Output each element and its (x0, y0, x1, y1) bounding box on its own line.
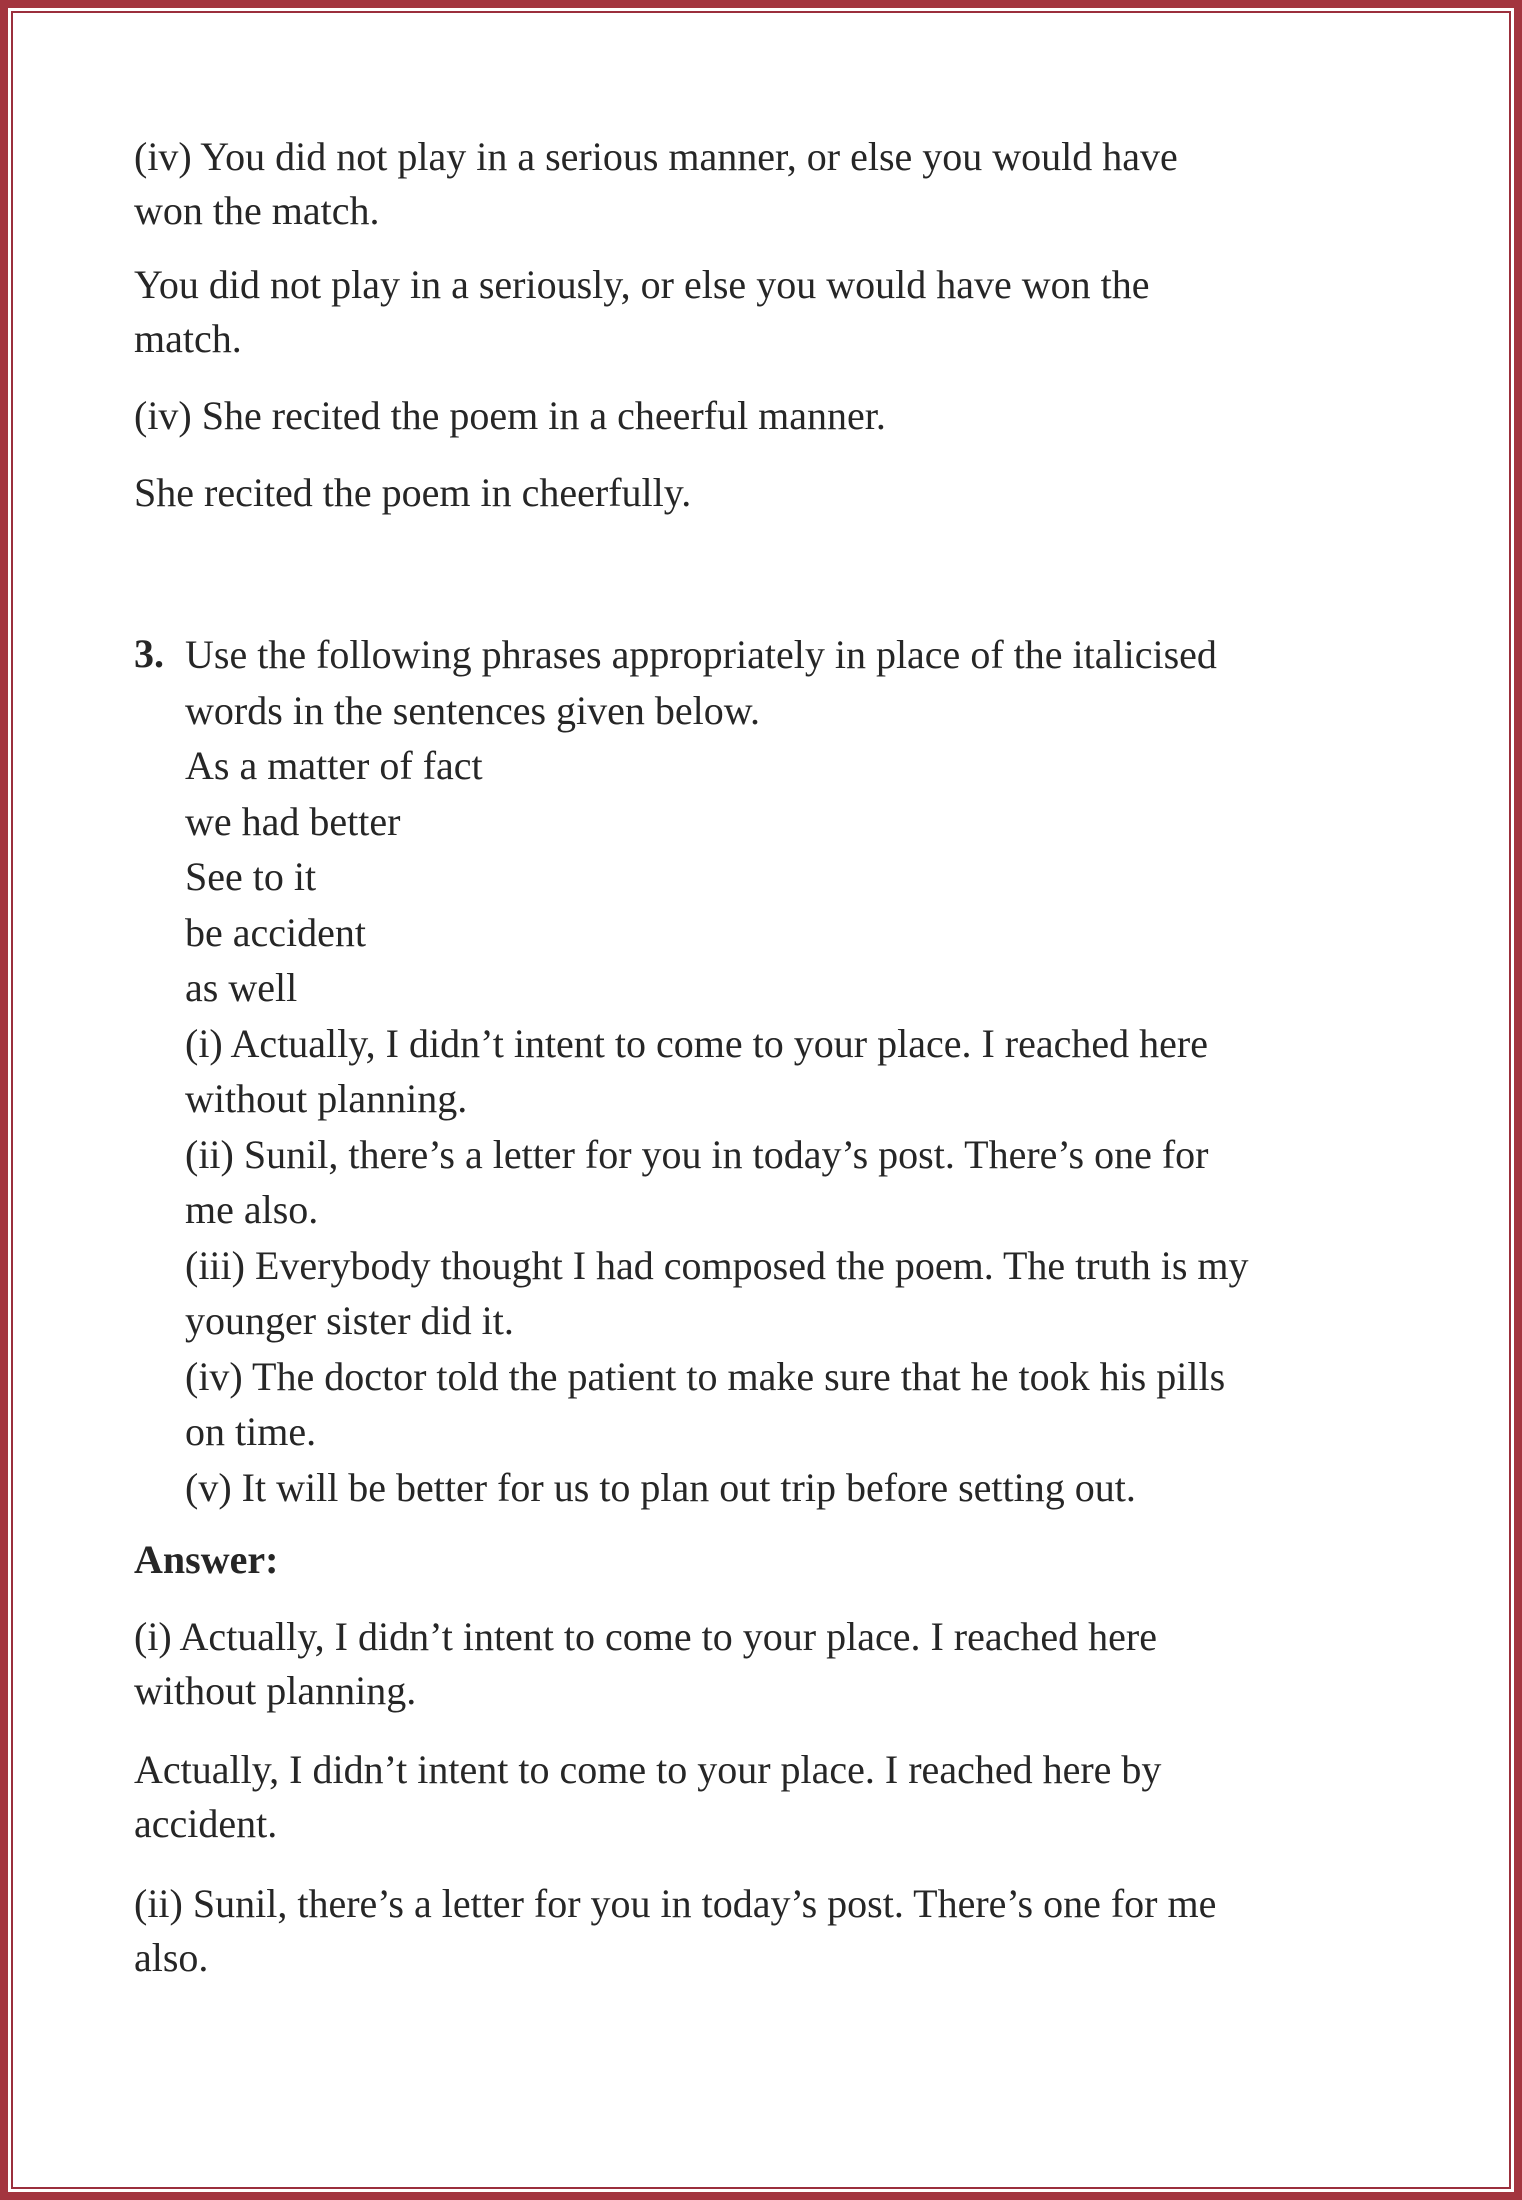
text-line: without planning. (134, 1668, 417, 1713)
question-prompt-line: words in the sentences given below. (185, 687, 761, 733)
answer-paragraph-ii-question (134, 1877, 1216, 1985)
text-line: (i) Actually, I didn’t intent to come to your place. I reached here (134, 1614, 1157, 1659)
text-line: You did not play in a seriously, or else you would have won the (134, 262, 1150, 307)
question-item-iii: younger sister did it. (185, 1298, 514, 1343)
paragraph-cheerfully-answer (134, 466, 691, 520)
text-line: also. (134, 1935, 209, 1980)
phrase-item: As a matter of fact (185, 743, 483, 788)
paragraph-seriously-answer (134, 258, 1149, 366)
text-line: (iv) You did not play in a serious manner, or else you would have (134, 134, 1178, 179)
answer-paragraph-i-question (134, 1610, 1157, 1718)
paragraph-iv-cheerful-manner (134, 389, 886, 443)
question-item-iv: on time. (185, 1409, 317, 1454)
paragraph-iv-serious-manner (134, 130, 1178, 238)
question-prompt-line: Use the following phrases appropriately in place of the italicised (185, 632, 1217, 677)
question-item-v: (v) It will be better for us to plan out trip before setting out. (185, 1464, 1136, 1510)
text-line: (ii) Sunil, there’s a letter for you in today’s post. There’s one for me (134, 1881, 1217, 1926)
question-item-ii: me also. (185, 1187, 319, 1232)
question-item-i: (i) Actually, I didn’t intent to come to your place. I reached here (185, 1020, 1208, 1066)
phrase-item: we had better (185, 798, 401, 844)
text-line: match. (134, 316, 242, 361)
text-line: Actually, I didn’t intent to come to your place. I reached here by (134, 1747, 1162, 1792)
text-line: (iv) She recited the poem in a cheerful manner. (134, 393, 886, 438)
text-line: won the match. (134, 188, 380, 233)
answer-heading: Answer: (134, 1537, 279, 1582)
question-item-iv: (iv) The doctor told the patient to make sure that he took his pills (185, 1353, 1226, 1399)
text-line: She recited the poem in cheerfully. (134, 470, 692, 515)
phrase-item: be accident (185, 909, 366, 955)
text-line: accident. (134, 1801, 278, 1846)
question-3-body (185, 627, 1249, 1515)
question-item-i: without planning. (185, 1076, 468, 1121)
phrase-item: See to it (185, 854, 317, 899)
question-item-iii: (iii) Everybody thought I had composed the poem. The truth is my (185, 1242, 1249, 1288)
answer-paragraph-i-answer (134, 1743, 1161, 1851)
phrase-item: as well (185, 965, 298, 1010)
question-item-ii: (ii) Sunil, there’s a letter for you in today’s post. There’s one for (185, 1131, 1209, 1177)
question-number: 3. (134, 631, 164, 676)
